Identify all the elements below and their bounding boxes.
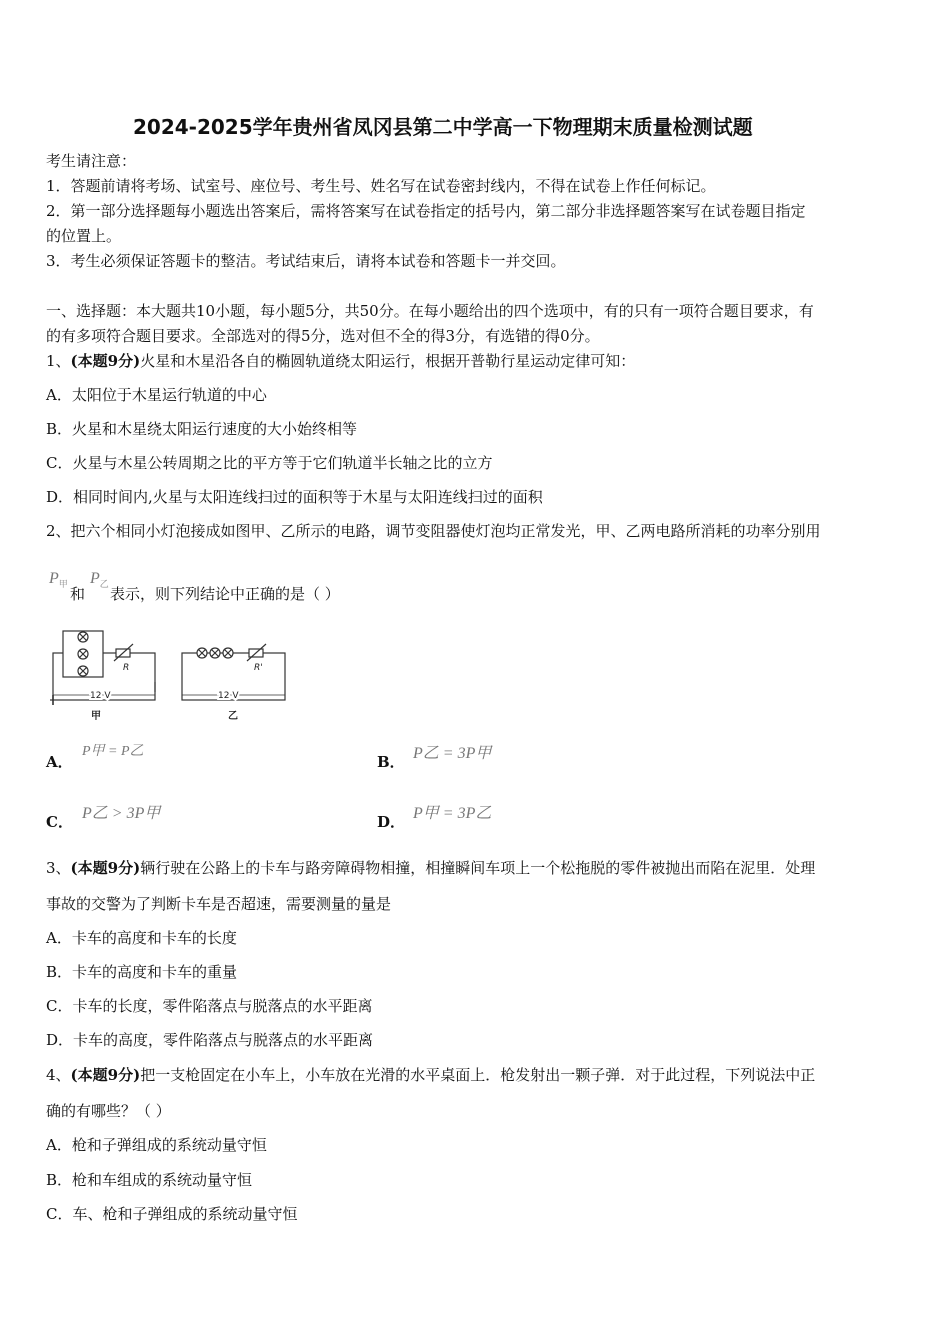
question-number: 3、: [46, 859, 71, 877]
circuit-jia-caption: 甲: [91, 711, 101, 722]
question-number: 4、: [46, 1066, 71, 1084]
question-3-stem-line2: 事故的交警为了判断卡车是否超速，需要测量的量是: [46, 895, 392, 913]
option-d: D．卡车的高度，零件陷落点与脱落点的水平距离: [46, 1031, 374, 1049]
option-b: B．卡车的高度和卡车的重量: [46, 963, 238, 981]
notice-item: 2．第一部分选择题每小题选出答案后，需将答案写在试卷指定的括号内，第二部分非选择题答案写在试卷题目指定: [46, 202, 806, 220]
question-tag: (本题9分): [70, 859, 141, 877]
section-intro: 的有多项符合题目要求。全部选对的得5分，选对但不全的得3分，有选错的得0分。: [46, 327, 600, 345]
page-title: 2024-2025学年贵州省凤冈县第二中学高一下物理期末质量检测试题: [133, 115, 753, 139]
option-a-letter: A．: [46, 753, 73, 771]
option-b: B．火星和木星绕太阳运行速度的大小始终相等: [46, 420, 358, 438]
option-b-letter: B．: [377, 753, 405, 771]
option-d: D．相同时间内,火星与太阳连线扫过的面积等于木星与太阳连线扫过的面积: [46, 488, 543, 506]
circuit-figure: [46, 622, 296, 727]
option-a: A．太阳位于木星运行轨道的中心: [46, 386, 267, 404]
option-d-letter: D．: [377, 813, 406, 831]
question-4-stem-line2: 确的有哪些？（ ）: [46, 1102, 171, 1120]
circuit-jia-resistor-label: R: [123, 663, 130, 673]
circuit-yi-resistor-label: R': [254, 663, 263, 673]
question-2-stem: 2、把六个相同小灯泡接成如图甲、乙所示的电路，调节变阻器使灯泡均正常发光，甲、乙两电路所消耗的功率分别用: [46, 522, 821, 540]
option-c-formula: P乙 > 3P甲: [82, 805, 161, 822]
option-b-formula: P乙 = 3P甲: [413, 745, 492, 762]
question-text: 火星和木星沿各自的椭圆轨道绕太阳运行，根据开普勒行星运动定律可知：: [140, 352, 636, 370]
question-tag: (本题9分): [70, 352, 141, 370]
question-text: 辆行驶在公路上的卡车与路旁障碍物相撞，相撞瞬间车项上一个松拖脱的零件被抛出而陷在泥里．处理: [140, 859, 816, 877]
question-3-stem: [46, 858, 815, 878]
notice-heading: 考生请注意：: [46, 152, 137, 170]
question-4-stem: [46, 1065, 815, 1085]
p-yi-symbol: $P_乙$: [90, 570, 109, 590]
circuit-jia-voltage: 12 V: [90, 691, 111, 701]
option-a: A．枪和子弹组成的系统动量守恒: [46, 1136, 267, 1154]
option-a-formula: P甲 = P乙: [82, 744, 144, 759]
question-tag: (本题9分): [70, 1066, 141, 1084]
notice-item: 3．考生必须保证答题卡的整洁。考试结束后，请将本试卷和答题卡一并交回。: [46, 252, 566, 270]
notice-item: 的位置上。: [46, 227, 122, 245]
option-d-formula: P甲 = 3P乙: [413, 805, 492, 822]
option-c: C．车、枪和子弹组成的系统动量守恒: [46, 1205, 298, 1223]
p-jia-symbol: $P_甲$: [49, 570, 68, 590]
option-b: B．枪和车组成的系统动量守恒: [46, 1171, 253, 1189]
question-number: 1、: [46, 352, 71, 370]
option-c-letter: C．: [46, 813, 73, 831]
notice-item: 1．答题前请将考场、试室号、座位号、考生号、姓名写在试卷密封线内，不得在试卷上作任何标记。: [46, 177, 716, 195]
option-c: C．火星与木星公转周期之比的平方等于它们轨道半长轴之比的立方: [46, 454, 493, 472]
section-intro: 一、选择题：本大题共10小题，每小题5分，共50分。在每小题给出的四个选项中，有的只有一项符合题目要求，有: [46, 302, 814, 320]
question-text: 把一支枪固定在小车上，小车放在光滑的水平桌面上．枪发射出一颗子弹．对于此过程，下列说法中正: [140, 1066, 816, 1084]
circuit-yi-voltage: 12 V: [218, 691, 239, 701]
option-a: A．卡车的高度和卡车的长度: [46, 929, 237, 947]
question-text: 表示，则下列结论中正确的是（ ）: [110, 585, 340, 603]
question-1-stem: [46, 351, 635, 371]
and-text: 和: [70, 585, 86, 603]
option-c: C．卡车的长度，零件陷落点与脱落点的水平距离: [46, 997, 373, 1015]
circuit-yi-caption: 乙: [228, 711, 238, 722]
